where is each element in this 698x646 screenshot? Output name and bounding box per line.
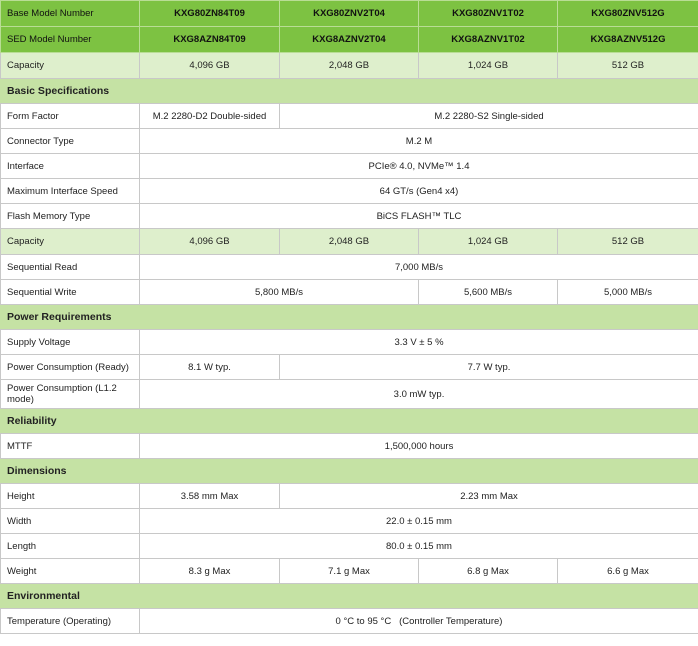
- row-label: Interface: [1, 154, 140, 179]
- section-power: [1, 305, 698, 330]
- length-row: [1, 534, 698, 559]
- capacity-row: [1, 229, 698, 255]
- mttf-row: [1, 434, 698, 459]
- capacity-cell: 1,024 GB: [419, 229, 558, 255]
- capacity-cell: 512 GB: [558, 229, 698, 255]
- section-reliability: [1, 409, 698, 434]
- value-cell: 7,000 MB/s: [140, 255, 698, 280]
- value-cell: PCIe® 4.0, NVMe™ 1.4: [140, 154, 698, 179]
- width-row: [1, 509, 698, 534]
- row-label: Height: [1, 484, 140, 509]
- interface-row: [1, 154, 698, 179]
- connector-row: [1, 129, 698, 154]
- row-label: Flash Memory Type: [1, 204, 140, 229]
- weight-row: [1, 559, 698, 584]
- row-label: Length: [1, 534, 140, 559]
- row-label: Power Consumption (Ready): [1, 355, 140, 380]
- section-basic: [1, 79, 698, 104]
- value-cell: 3.3 V ± 5 %: [140, 330, 698, 355]
- value-cell: 3.0 mW typ.: [140, 380, 698, 409]
- seq-write-row: [1, 280, 698, 305]
- section-title: Basic Specifications: [1, 79, 698, 104]
- value-cell: 1,500,000 hours: [140, 434, 698, 459]
- model-cell: KXG80ZNV512G: [558, 1, 698, 27]
- row-label: SED Model Number: [1, 27, 140, 53]
- row-label: Capacity: [1, 229, 140, 255]
- capacity-cell: 1,024 GB: [419, 53, 558, 79]
- value-cell: 6.8 g Max: [419, 559, 558, 584]
- value-cell: 8.1 W typ.: [140, 355, 280, 380]
- power-ready-row: [1, 355, 698, 380]
- model-cell: KXG8AZNV2T04: [280, 27, 419, 53]
- value-cell: 7.1 g Max: [280, 559, 419, 584]
- value-cell: M.2 M: [140, 129, 698, 154]
- form-factor-row: [1, 104, 698, 129]
- supply-voltage-row: [1, 330, 698, 355]
- model-cell: KXG80ZNV1T02: [419, 1, 558, 27]
- capacity-cell: 512 GB: [558, 53, 698, 79]
- temperature-row: [1, 609, 698, 634]
- row-label: Power Consumption (L1.2 mode): [1, 380, 140, 409]
- model-cell: KXG8AZN84T09: [140, 27, 280, 53]
- value-cell: 0 °C to 95 °C (Controller Temperature): [140, 609, 698, 634]
- capacity-cell: 2,048 GB: [280, 229, 419, 255]
- row-label: Capacity: [1, 53, 140, 79]
- model-cell: KXG8AZNV512G: [558, 27, 698, 53]
- capacity-cell: 4,096 GB: [140, 53, 280, 79]
- row-label: Supply Voltage: [1, 330, 140, 355]
- capacity-cell: 4,096 GB: [140, 229, 280, 255]
- row-label: Sequential Read: [1, 255, 140, 280]
- value-cell: 5,800 MB/s: [140, 280, 419, 305]
- sed-model-row: [1, 27, 698, 53]
- section-environmental: [1, 584, 698, 609]
- row-label: Form Factor: [1, 104, 140, 129]
- value-cell: M.2 2280-S2 Single-sided: [280, 104, 698, 129]
- value-cell: 5,600 MB/s: [419, 280, 558, 305]
- row-label: Connector Type: [1, 129, 140, 154]
- value-cell: 6.6 g Max: [558, 559, 698, 584]
- row-label: Maximum Interface Speed: [1, 179, 140, 204]
- value-cell: BiCS FLASH™ TLC: [140, 204, 698, 229]
- value-cell: 7.7 W typ.: [280, 355, 698, 380]
- section-title: Power Requirements: [1, 305, 698, 330]
- row-label: Width: [1, 509, 140, 534]
- value-cell: M.2 2280-D2 Double-sided: [140, 104, 280, 129]
- height-row: [1, 484, 698, 509]
- power-l12-row: [1, 380, 698, 409]
- capacity-row: [1, 53, 698, 79]
- section-dimensions: [1, 459, 698, 484]
- value-cell: 8.3 g Max: [140, 559, 280, 584]
- value-cell: 64 GT/s (Gen4 x4): [140, 179, 698, 204]
- row-label: Weight: [1, 559, 140, 584]
- row-label: Sequential Write: [1, 280, 140, 305]
- value-cell: 22.0 ± 0.15 mm: [140, 509, 698, 534]
- row-label: Temperature (Operating): [1, 609, 140, 634]
- section-title: Dimensions: [1, 459, 698, 484]
- section-title: Environmental: [1, 584, 698, 609]
- value-cell: 2.23 mm Max: [280, 484, 698, 509]
- base-model-row: [1, 1, 698, 27]
- section-title: Reliability: [1, 409, 698, 434]
- model-cell: KXG80ZN84T09: [140, 1, 280, 27]
- value-cell: 3.58 mm Max: [140, 484, 280, 509]
- model-cell: KXG80ZNV2T04: [280, 1, 419, 27]
- capacity-cell: 2,048 GB: [280, 53, 419, 79]
- model-cell: KXG8AZNV1T02: [419, 27, 558, 53]
- seq-read-row: [1, 255, 698, 280]
- value-cell: 5,000 MB/s: [558, 280, 698, 305]
- value-cell: 80.0 ± 0.15 mm: [140, 534, 698, 559]
- row-label: MTTF: [1, 434, 140, 459]
- row-label: Base Model Number: [1, 1, 140, 27]
- flash-type-row: [1, 204, 698, 229]
- max-speed-row: [1, 179, 698, 204]
